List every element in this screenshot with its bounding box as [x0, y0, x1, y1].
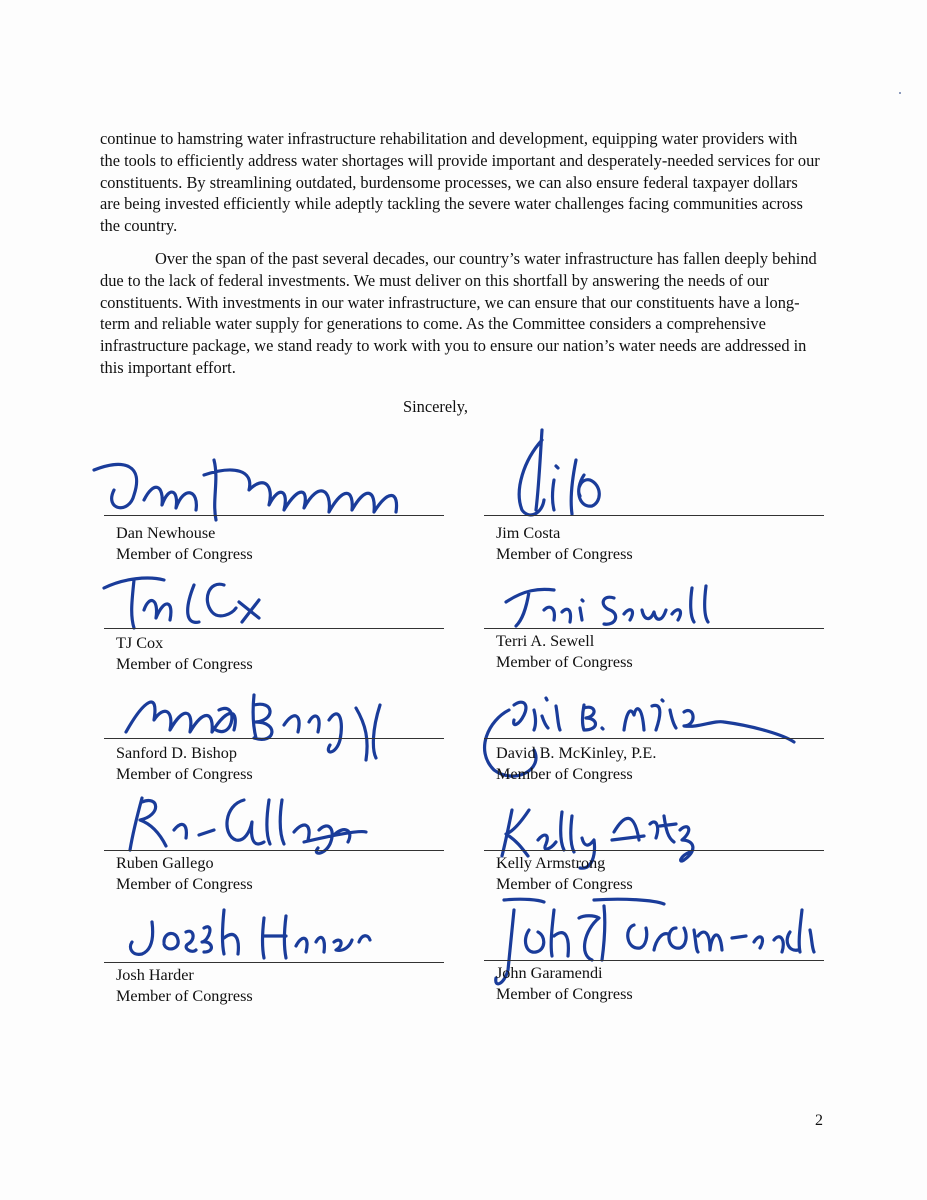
signatory-title: Member of Congress: [496, 545, 633, 563]
signature-line: [104, 738, 444, 739]
signature-block-gallego: [104, 760, 444, 893]
body-paragraph-1: continue to hamstring water infrastructure rehabilitation and development, equipping water providers with the tools to efficiently address water shortages will provide important and desperately-needed services for our constituents. By streamlining outdated, burdensome processes, we can also ensure federal taxpayer dollars are being invested efficiently while adeptly tackling the severe water challenges facing communities across the country.: [100, 129, 820, 236]
signature-line: [104, 962, 444, 963]
signatory-name: Josh Harder: [116, 966, 194, 984]
handwritten-signature-sewell: [484, 540, 824, 640]
signature-block-newhouse: [104, 430, 444, 563]
body-paragraph-2: Over the span of the past several decades, our country’s water infrastructure has fallen deeply behind due to the lack of federal investments. We must deliver on this shortfall by answering the needs of our constituents. With investments in our water infrastructure, we can ensure that our constituents have a long-term and reliable water supply for generations to come. As the Committee considers a comprehensive infrastructure package, we stand ready to work with you to ensure our nation’s water needs are addressed in this important effort.: [100, 249, 817, 377]
signatory-name: Jim Costa: [496, 524, 561, 542]
signature-line: [484, 960, 824, 961]
signatory-name: Ruben Gallego: [116, 854, 214, 872]
signature-block-sewell: [484, 540, 824, 671]
signatory-title: Member of Congress: [496, 875, 633, 893]
signature-block-cox: [104, 540, 444, 673]
handwritten-signature-harder: [104, 870, 444, 970]
signature-line: [484, 628, 824, 629]
signatory-name: Kelly Armstrong: [496, 854, 606, 872]
signature-line: [484, 738, 824, 739]
closing-salutation: Sincerely,: [403, 397, 468, 416]
signature-block-costa: [484, 430, 824, 563]
signatory-title: Member of Congress: [116, 875, 253, 893]
signatory-title: Member of Congress: [116, 545, 253, 563]
signature-line: [104, 628, 444, 629]
signatory-title: Member of Congress: [116, 987, 253, 1005]
signatory-title: Member of Congress: [116, 765, 253, 783]
signature-block-bishop: [104, 650, 444, 783]
signatory-name: Dan Newhouse: [116, 524, 216, 542]
signatory-title: Member of Congress: [116, 655, 253, 673]
signatory-name: TJ Cox: [116, 634, 164, 652]
signature-line: [484, 515, 824, 516]
signature-line: [104, 850, 444, 851]
handwritten-signature-cox: [104, 540, 444, 640]
signatory-name: John Garamendi: [496, 964, 603, 982]
handwritten-signature-gallego: [104, 760, 444, 860]
scan-speck: [899, 92, 901, 94]
signatory-name: Sanford D. Bishop: [116, 744, 237, 762]
page-number: 2: [815, 1112, 823, 1129]
signature-block-garamendi: [484, 870, 824, 1003]
signature-line: [104, 515, 444, 516]
signature-block-harder: [104, 870, 444, 1005]
signature-block-mckinley: [484, 650, 824, 783]
signature-line: [484, 850, 824, 851]
signatory-title: Member of Congress: [496, 985, 633, 1003]
signatory-title: Member of Congress: [496, 765, 633, 783]
signature-block-armstrong: [484, 760, 824, 893]
signatory-name: Terri A. Sewell: [496, 632, 595, 650]
signatory-title: Member of Congress: [496, 653, 633, 671]
signatory-name: David B. McKinley, P.E.: [496, 744, 657, 762]
